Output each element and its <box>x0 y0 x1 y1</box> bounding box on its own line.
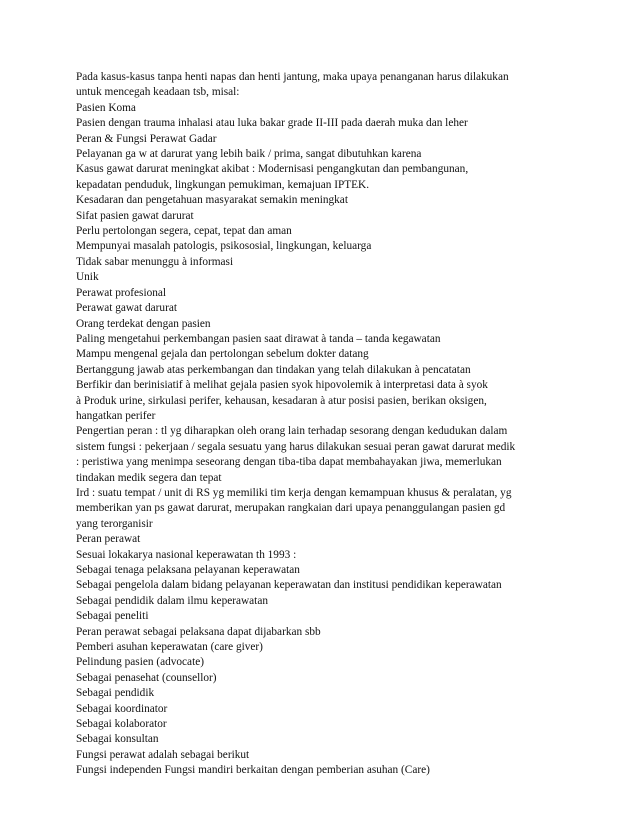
text-line: Pelindung pasien (advocate) <box>76 656 204 669</box>
section-heading: Peran perawat <box>76 533 141 546</box>
text-line: Berfikir dan berinisiatif à melihat gejala pasien syok hipovolemik à interpretasi data à syok <box>76 379 488 392</box>
text-line: Sebagai konsultan <box>76 733 159 746</box>
text-line: memberikan yan ps gawat darurat, merupakan rangkaian dari upaya penanggulangan pasien gd <box>76 502 506 515</box>
text-line: Fungsi independen Fungsi mandiri berkaitan dengan pemberian asuhan (Care) <box>76 764 430 777</box>
text-line: Sebagai tenaga pelaksana pelayanan keperawatan <box>76 564 300 576</box>
text-line: Sebagai pendidik dalam ilmu keperawatan <box>76 594 268 607</box>
text-line: Pada kasus-kasus tanpa henti napas dan henti jantung, maka upaya penanganan harus dilakukan <box>76 71 509 83</box>
text-line: Sebagai kolaborator <box>76 718 167 731</box>
text-line: Tidak sabar menunggu à informasi <box>76 255 234 268</box>
text-line: Peran perawat sebagai pelaksana dapat dijabarkan sbb <box>76 625 321 638</box>
text-line: Pemberi asuhan keperawatan (care giver) <box>76 641 263 654</box>
text-line: Perawat gawat darurat <box>76 302 177 315</box>
text-line: Mempunyai masalah patologis, psikososial, lingkungan, keluarga <box>76 240 372 253</box>
text-line: tindakan medik segera dan tepat <box>76 471 222 484</box>
text-line: yang terorganisir <box>76 517 153 530</box>
text-line: sistem fungsi : pekerjaan / segala sesuatu yang harus dilakukan sesuai peran gawat darurat medik <box>76 440 516 453</box>
text-line: Ird : suatu tempat / unit di RS yg memiliki tim kerja dengan kemampuan khusus & peralatan, yg <box>76 486 512 499</box>
section-heading: Peran & Fungsi Perawat Gadar <box>76 132 217 145</box>
section-heading: Fungsi perawat adalah sebagai berikut <box>76 748 250 761</box>
text-line: Pasien dengan trauma inhalasi atau luka bakar grade II-III pada daerah muka dan leher <box>76 117 468 130</box>
text-line: Mampu mengenal gejala dan pertolongan sebelum dokter datang <box>76 348 369 361</box>
section-heading: Sifat pasien gawat darurat <box>76 209 194 222</box>
text-line: Pasien Koma <box>76 101 136 114</box>
text-line: Pelayanan ga w at darurat yang lebih baik / prima, sangat dibutuhkan karena <box>76 148 422 161</box>
text-line: Bertanggung jawab atas perkembangan dan tindakan yang telah dilakukan à pencatatan <box>76 363 471 376</box>
text-line: Kesadaran dan pengetahuan masyarakat semakin meningkat <box>76 194 348 207</box>
text-line: à Produk urine, sirkulasi perifer, kehausan, kesadaran à atur posisi pasien, berikan oksigen, <box>76 394 487 407</box>
text-line: Sebagai pengelola dalam bidang pelayanan keperawatan dan institusi pendidikan keperawatan <box>76 579 502 592</box>
text-line: Sebagai peneliti <box>76 610 149 623</box>
text-line: Paling mengetahui perkembangan pasien saat dirawat à tanda – tanda kegawatan <box>76 332 441 345</box>
document-body <box>76 70 566 779</box>
text-line: Sebagai pendidik <box>76 687 155 700</box>
text-line: Sesuai lokakarya nasional keperawatan th 1993 : <box>76 548 297 561</box>
text-line: untuk mencegah keadaan tsb, misal: <box>76 86 240 99</box>
text-line: Unik <box>76 271 99 284</box>
text-line: Sebagai koordinator <box>76 702 168 715</box>
text-line: hangatkan perifer <box>76 409 156 422</box>
text-line: Perlu pertolongan segera, cepat, tepat dan aman <box>76 225 292 238</box>
text-line: Sebagai penasehat (counsellor) <box>76 671 217 684</box>
text-line: : peristiwa yang menimpa seseorang dengan tiba-tiba dapat membahayakan jiwa, memerlukan <box>76 456 502 469</box>
text-line: Pengertian peran : tl yg diharapkan oleh orang lain terhadap sesorang dengan kedudukan dalam <box>76 425 508 438</box>
section-heading: Perawat profesional <box>76 286 167 299</box>
text-line: Kasus gawat darurat meningkat akibat : Modernisasi pengangkutan dan pembangunan, <box>76 163 469 176</box>
text-line: Orang terdekat dengan pasien <box>76 317 211 330</box>
text-line: kepadatan penduduk, lingkungan pemukiman, kemajuan IPTEK. <box>76 178 370 191</box>
